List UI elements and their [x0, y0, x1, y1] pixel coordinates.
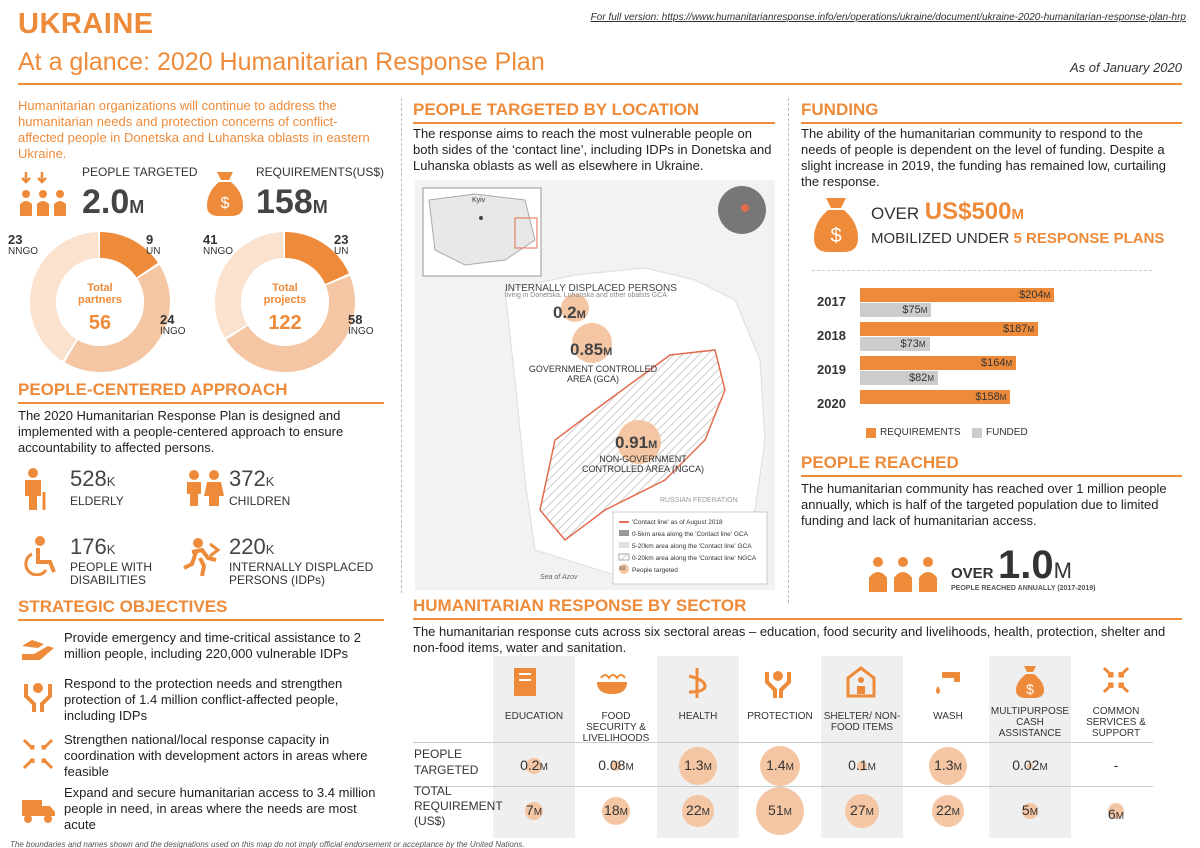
people-targeted-unit: M	[129, 197, 145, 217]
health-icon	[685, 666, 709, 705]
req-value: 51M	[768, 802, 792, 818]
req-value: 27M	[850, 802, 874, 818]
sector-name: SHELTER/ NON-FOOD ITEMS	[823, 711, 901, 733]
elderly-unit: K	[106, 474, 116, 489]
legend-ngca: 0-20km area along the 'Contact line' NGCA	[632, 555, 757, 562]
sector-name: HEALTH	[678, 711, 718, 722]
nngo-count: 23	[8, 232, 23, 247]
gca-label2: AREA (GCA)	[566, 374, 619, 384]
year-label: 2019	[817, 362, 846, 377]
ngca-label: NON-GOVERNMENT	[599, 454, 687, 464]
projects-label2: projects	[263, 294, 307, 306]
children-unit: K	[265, 474, 275, 489]
kyiv-label: Kyiv	[472, 197, 486, 204]
legend-req-label: REQUIREMENTS	[880, 427, 961, 438]
sector-name: FOOD SECURITY & LIVELIHOODS	[582, 711, 650, 744]
intro-text: Humanitarian organizations will continue to address the humanitarian needs and protection concerns of conflict-affected people in Donetska and Luhanska oblasts in eastern Ukraine.	[18, 98, 370, 161]
wash-icon	[932, 668, 964, 703]
disability-label2: DISABILITIES	[70, 573, 147, 587]
funding-amount-unit: M	[1011, 206, 1024, 223]
un-count: 9	[146, 232, 154, 247]
year-label: 2018	[817, 328, 846, 343]
funding-chart	[800, 280, 1180, 450]
page-subtitle: At a glance: 2020 Humanitarian Response Plan	[18, 48, 545, 76]
elderly-label: ELDERLY	[70, 494, 124, 508]
hand-icon	[20, 632, 56, 667]
funding-mobilized: MOBILIZED UNDER	[871, 230, 1010, 247]
partners-label2: partners	[77, 294, 123, 306]
reached-title: PEOPLE REACHED	[801, 453, 1182, 477]
people-value: -	[1113, 757, 1119, 773]
bar-funded	[860, 337, 930, 351]
location-title: PEOPLE TARGETED BY LOCATION	[413, 100, 775, 124]
req-value: 22M	[686, 802, 710, 818]
protection-icon	[22, 680, 54, 717]
sector-name: COMMON SERVICES & SUPPORT	[1086, 706, 1146, 739]
svg-text:$: $	[830, 225, 842, 247]
truck-icon	[20, 796, 56, 829]
bar-label: $204M	[1019, 289, 1051, 301]
sector-name: EDUCATION	[504, 711, 564, 722]
ingo-count: 24	[160, 312, 175, 327]
elderly-icon	[20, 468, 52, 515]
bar-requirements	[860, 288, 1054, 302]
header-rule	[18, 83, 1182, 85]
reached-over: OVER	[951, 565, 994, 582]
legend-people: People targeted	[632, 567, 678, 574]
idp-label2: PERSONS (IDPs)	[229, 573, 326, 587]
row-req-label2: REQUIREMENT	[414, 799, 503, 813]
bar-label: $187M	[1002, 323, 1035, 335]
full-version-link[interactable]: For full version: https://www.humanitarianresponse.info/en/operations/ukraine/document/ukraine-2020-humanitarian-response-plan-hrp	[590, 12, 1186, 23]
page-title: UKRAINE	[18, 8, 154, 40]
req-value: 7M	[525, 802, 543, 818]
children-value: 372	[229, 466, 266, 491]
ngca-unit: M	[648, 439, 658, 451]
req-value: 18M	[604, 802, 628, 818]
money-bag-icon	[207, 170, 243, 223]
reached-value: 1.0	[997, 543, 1054, 587]
people-value: 1.4M	[766, 757, 794, 773]
as-of-date: As of January 2020	[1069, 60, 1182, 75]
pca-text: The 2020 Humanitarian Response Plan is designed and implemented with a people-centered approach to ensure accountability to affected persons.	[18, 408, 344, 455]
reached-unit: M	[1053, 558, 1072, 583]
requirements-unit: M	[312, 197, 328, 217]
bar-label: $158M	[975, 391, 1007, 403]
partners-label: Total	[87, 282, 113, 294]
funding-text: The ability of the humanitarian community to respond to the needs of people is dependent on the level of funding. Despite a slight increase in 2019, the funding has remained low, curtailing the response.	[801, 126, 1166, 189]
food-icon	[595, 668, 629, 701]
disability-value: 176	[70, 534, 107, 559]
year-label: 2017	[817, 294, 846, 309]
children-label: CHILDREN	[229, 494, 291, 508]
year-label: 2020	[817, 396, 846, 411]
req-value: 5M	[1021, 802, 1039, 818]
so-title: STRATEGIC OBJECTIVES	[18, 597, 384, 621]
reached-text: The humanitarian community has reached over 1 million people annually, which is half of the targeted population due to limited funding and lack of humanitarian access.	[801, 481, 1167, 528]
protection-sector-icon	[763, 668, 793, 703]
people-value: 0.1M	[848, 757, 876, 773]
people-value: 1.3M	[684, 757, 712, 773]
requirements-value: 158	[256, 183, 313, 221]
bar-requirements	[860, 322, 1038, 336]
funding-amount: US$500	[924, 198, 1012, 225]
funding-over: OVER	[871, 204, 920, 223]
so-item-3: Strengthen national/local response capacity in coordination with development actors in areas where feasible	[64, 732, 368, 779]
pca-title: PEOPLE-CENTERED APPROACH	[18, 380, 384, 404]
idp-icon	[182, 538, 222, 581]
req-value: 6M	[1107, 806, 1125, 822]
projects-total: 122	[268, 312, 302, 334]
un-label: UN	[334, 246, 349, 257]
nngo-label: NNGO	[203, 246, 233, 257]
russia-label: RUSSIAN FEDERATION	[660, 497, 738, 504]
so-item-2: Respond to the protection needs and strengthen protection of 1.4 million conflict-affected people, including IDPs	[64, 676, 343, 723]
nngo-count: 41	[203, 232, 218, 247]
people-reached-icon	[868, 556, 938, 597]
legend-xx: XX	[619, 566, 626, 572]
location-text: The response aims to reach the most vulnerable people on both sides of the ‘contact line’, including IDPs in Donetska and Luhanska oblasts as well as elsewhere in Ukraine.	[413, 126, 772, 173]
reached-note: PEOPLE REACHED ANNUALLY (2017-2019)	[951, 585, 1096, 592]
sector-name: MULTIPURPOSE CASH ASSISTANCE	[990, 706, 1070, 739]
row-people-label: PEOPLE	[414, 747, 463, 761]
people-targeted-label: PEOPLE TARGETED	[82, 165, 198, 179]
idp-map-unit: M	[576, 309, 586, 321]
projects-label: Total	[272, 282, 298, 294]
sector-text: The humanitarian response cuts across six sectoral areas – education, food security and livelihoods, health, protection, shelter and non-food items, water and sanitation.	[413, 624, 1166, 655]
coordination-sector-icon	[1102, 666, 1130, 699]
legend-req-swatch	[866, 428, 876, 438]
legend-gca-5km: 0-5km area along the 'Contact line' GCA	[632, 531, 748, 538]
cash-icon	[1016, 664, 1044, 705]
disability-icon	[20, 536, 60, 581]
bar-label: $75M	[902, 304, 928, 316]
people-targeted-value: 2.0	[82, 183, 130, 221]
svg-text:$: $	[220, 195, 230, 212]
ngca-value: 0.91	[615, 433, 649, 452]
people-targeted-icon	[18, 170, 68, 223]
gca-label: GOVERNMENT CONTROLLED	[528, 364, 658, 374]
elderly-value: 528	[70, 466, 107, 491]
idp-map-sub: living in Donetska, Luhanska and other obalsts GCA	[505, 292, 667, 299]
idp-label: INTERNALLY DISPLACED	[229, 560, 374, 574]
bar-label: $73M	[900, 338, 926, 350]
svg-text:$: $	[1026, 681, 1034, 697]
disability-unit: K	[106, 542, 116, 557]
idp-map-value: 0.2	[553, 303, 577, 322]
shelter-icon	[846, 666, 876, 703]
nngo-label: NNGO	[8, 246, 38, 257]
idp-map-title: INTERNALLY DISPLACED PERSONS	[505, 283, 677, 294]
row-req-label3: (US$)	[414, 814, 446, 828]
people-value: 0.08M	[598, 757, 634, 773]
divider	[401, 98, 402, 593]
requirements-label: REQUIREMENTS(US$)	[256, 165, 385, 179]
ingo-label: INGO	[348, 326, 374, 337]
row-req-label: TOTAL	[414, 784, 452, 798]
bar-label: $82M	[909, 372, 935, 384]
people-value: 0.2M	[520, 757, 548, 773]
funding-title: FUNDING	[801, 100, 1182, 124]
divider	[788, 98, 789, 603]
so-item-4: Expand and secure humanitarian access to 3.4 million people in need, in areas where the needs are most acute	[64, 785, 376, 832]
gca-unit: M	[603, 346, 613, 358]
gca-value: 0.85	[570, 340, 604, 359]
chart-top-rule	[812, 270, 1152, 271]
partners-total: 56	[88, 312, 112, 334]
row-rule	[413, 742, 1153, 743]
bar-funded	[860, 371, 938, 385]
coordination-icon	[22, 738, 54, 775]
idp-value: 220	[229, 534, 266, 559]
sector-title: HUMANITARIAN RESPONSE BY SECTOR	[413, 596, 1182, 620]
ingo-count: 58	[348, 312, 363, 327]
so-item-1: Provide emergency and time-critical assistance to 2 million people, including 220,000 vulnerable IDPs	[64, 630, 361, 661]
children-icon	[184, 470, 224, 511]
bar-requirements	[860, 390, 1010, 404]
ngca-label2: CONTROLLED AREA (NGCA)	[581, 464, 705, 474]
sea-label: Sea of Azov	[540, 574, 578, 581]
legend-gca-20km: 5-20km area along the 'Contact line' GCA	[632, 543, 752, 550]
bar-requirements	[860, 356, 1016, 370]
legend-fund-swatch	[972, 428, 982, 438]
un-label: UN	[146, 246, 161, 257]
un-count: 23	[334, 232, 349, 247]
legend-fund-label: FUNDED	[986, 427, 1028, 438]
bar-label: $164M	[981, 357, 1013, 369]
education-icon	[512, 666, 538, 703]
funding-plans: 5 RESPONSE PLANS	[1013, 230, 1165, 247]
people-value: 1.3M	[934, 757, 962, 773]
legend-contact-line: 'Contact line' as of August 2018	[632, 519, 723, 526]
idp-unit: K	[265, 542, 275, 557]
people-value: 0.02M	[1012, 757, 1048, 773]
sector-name: PROTECTION	[747, 711, 813, 722]
ingo-label: INGO	[160, 326, 186, 337]
sector-name: WASH	[933, 711, 963, 722]
bar-funded	[860, 303, 931, 317]
disclaimer: The boundaries and names shown and the designations used on this map do not imply official endorsement or acceptance by the United Nations.	[10, 840, 525, 848]
funding-bag-icon	[814, 196, 858, 259]
row-people-label2: TARGETED	[414, 763, 479, 777]
disability-label: PEOPLE WITH	[70, 560, 153, 574]
req-value: 22M	[936, 802, 960, 818]
